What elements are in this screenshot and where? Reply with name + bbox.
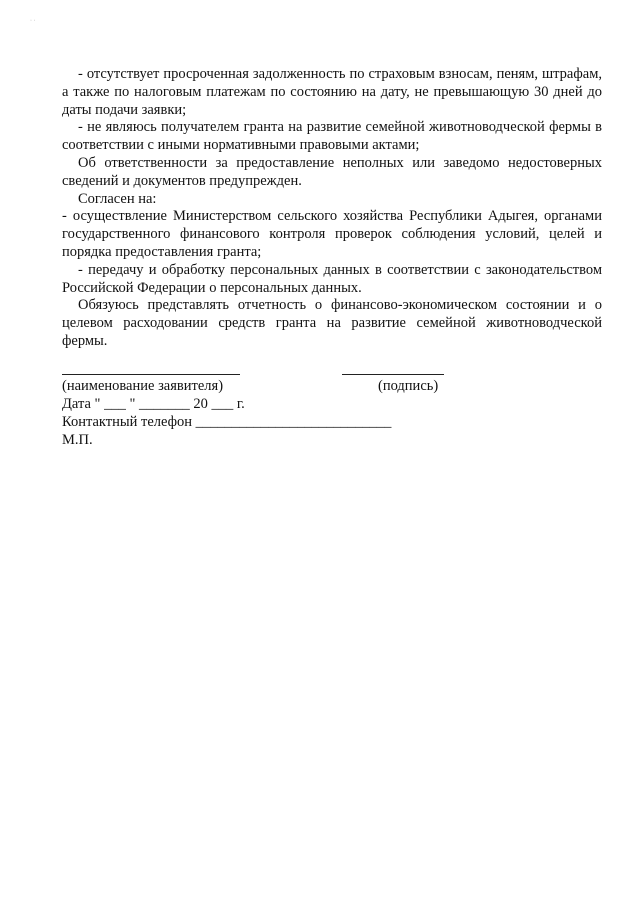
applicant-name-line	[62, 374, 240, 375]
paragraph-not-grant-recipient: - не являюсь получателем гранта на развитие семейной животноводческой фермы в соответствии с иными нормативными правовыми актами;	[62, 119, 602, 154]
signature-caption: (подпись)	[378, 378, 439, 394]
paragraph-consent-inspections: - осуществление Министерством сельского хозяйства Республики Адыгея, органами государственного финансового контроля проверок соблюдения условий, целей и порядка предоставления гранта;	[62, 208, 602, 260]
signature-line	[342, 374, 444, 375]
signature-captions	[62, 378, 602, 396]
applicant-name-caption: (наименование заявителя)	[62, 378, 224, 394]
paragraph-reporting-obligation: Обязуюсь представлять отчетность о финансово-экономическом состоянии и о целевом расходовании средств гранта на развитие семейной животноводческой фермы.	[62, 297, 602, 349]
paragraph-consent-personal-data: - передачу и обработку персональных данных в соответствии с законодательством Российской Федерации о персональных данных.	[62, 261, 602, 296]
signature-lines	[62, 360, 602, 378]
document-body	[62, 66, 602, 351]
signature-block	[62, 360, 602, 450]
contact-phone-line: Контактный телефон ___________________________	[62, 414, 392, 430]
paragraph-consent-heading: Согласен на:	[78, 190, 157, 207]
stamp-place: М.П.	[62, 432, 93, 448]
scan-corner-mark: · ·	[30, 18, 36, 24]
paragraph-no-debt: - отсутствует просроченная задолженность по страховым взносам, пеням, штрафам, а также по налоговым платежам по состоянию на дату, не превышающую 30 дней до даты подачи заявки;	[62, 66, 602, 118]
paragraph-responsibility: Об ответственности за предоставление неполных или заведомо недостоверных сведений и документов предупрежден.	[62, 154, 602, 189]
date-line: Дата " ___ " _______ 20 ___ г.	[62, 396, 245, 412]
